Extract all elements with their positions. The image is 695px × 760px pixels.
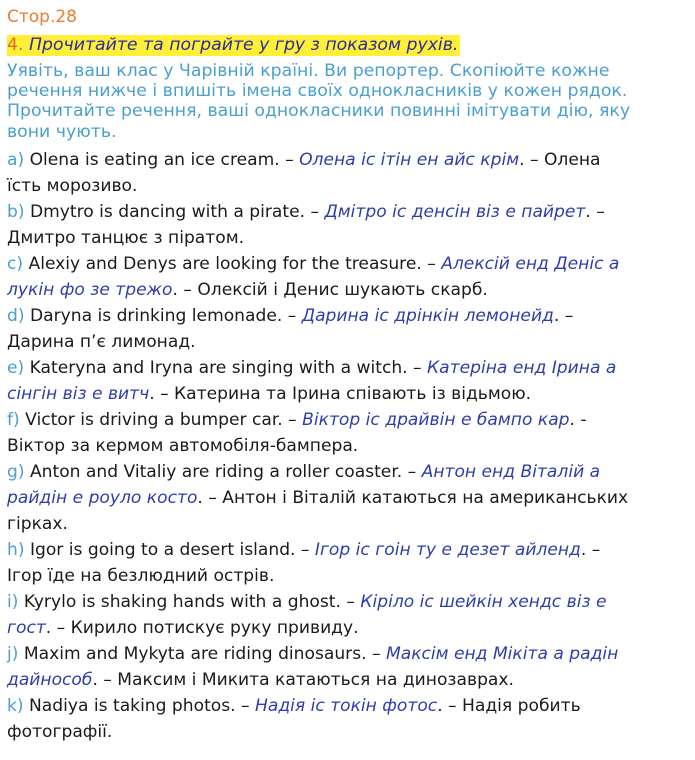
task-number: 4. bbox=[7, 35, 24, 55]
item-letter: i) bbox=[7, 591, 19, 612]
item-transcription: Кіріло іс шейкін хендс віз е гост bbox=[7, 591, 607, 638]
page-title: Стор.28 bbox=[7, 7, 78, 27]
item-english: Dmytro is dancing with a pirate. – bbox=[24, 201, 325, 222]
item-letter: j) bbox=[7, 643, 19, 664]
item-english: Maxim and Mykyta are riding dinosaurs. – bbox=[18, 643, 386, 664]
item-translation: . – Катерина та Ірина співають із відьмою. bbox=[149, 383, 532, 404]
item-english: Alexiy and Denys are looking for the treasure. – bbox=[23, 253, 442, 274]
list-item bbox=[7, 251, 691, 303]
item-english: Kateryna and Iryna are singing with a witch. – bbox=[24, 357, 428, 378]
instructions: Уявіть, ваш клас у Чарівній країні. Ви репортер. Скопіюйте кожне речення нижче і впишіть імена своїх однокласників у кожен рядок. Прочитайте речення, ваші однокласники повинні імітувати дію, яку вони чують. bbox=[7, 61, 631, 142]
item-transcription: Максім енд Мікіта а радін дайнособ bbox=[7, 643, 619, 690]
item-translation: . – Олена їсть морозиво. bbox=[7, 149, 601, 196]
task-heading bbox=[7, 33, 691, 59]
item-english: Kyrylo is shaking hands with a ghost. – bbox=[18, 591, 361, 612]
item-letter: f) bbox=[7, 409, 20, 430]
exercise-list bbox=[7, 147, 691, 745]
list-item bbox=[7, 537, 691, 589]
list-item bbox=[7, 693, 691, 745]
item-letter: k) bbox=[7, 695, 24, 716]
item-letter: e) bbox=[7, 357, 25, 378]
item-english: Igor is going to a desert island. – bbox=[24, 539, 315, 560]
item-transcription: Антон енд Віталій а райдін е роуло косто bbox=[7, 461, 601, 508]
list-item bbox=[7, 407, 691, 459]
item-transcription: Катеріна енд Ірина а сінгін віз е витч bbox=[7, 357, 617, 404]
list-item bbox=[7, 147, 691, 199]
item-letter: d) bbox=[7, 305, 25, 326]
item-letter: c) bbox=[7, 253, 24, 274]
list-item bbox=[7, 459, 691, 537]
item-english: Olena is eating an ice cream. – bbox=[24, 149, 300, 170]
item-letter: b) bbox=[7, 201, 25, 222]
item-translation: . – Надія робить фотографії. bbox=[7, 695, 581, 742]
item-transcription: Ігор іс гоін ту е дезет айленд bbox=[314, 539, 581, 560]
item-translation: . – Ігор їде на безлюдний острів. bbox=[7, 539, 601, 586]
item-translation: . – Олексій і Денис шукають скарб. bbox=[172, 279, 488, 300]
item-letter: h) bbox=[7, 539, 25, 560]
item-translation: . – Дмитро танцює з піратом. bbox=[7, 201, 605, 248]
page bbox=[7, 0, 691, 745]
item-translation: . - Віктор за кермом автомобіля-бампера. bbox=[7, 409, 587, 456]
list-item bbox=[7, 641, 691, 693]
item-transcription: Дарина іс дрінкін лемонейд bbox=[301, 305, 554, 326]
list-item bbox=[7, 355, 691, 407]
item-english: Anton and Vitaliy are riding a roller coaster. – bbox=[24, 461, 422, 482]
list-item bbox=[7, 199, 691, 251]
item-translation: . – Максим і Микита катаються на динозаврах. bbox=[92, 669, 514, 690]
item-english: Victor is driving a bumper car. – bbox=[19, 409, 303, 430]
item-letter: g) bbox=[7, 461, 25, 482]
task-highlight bbox=[7, 35, 460, 56]
list-item bbox=[7, 303, 691, 355]
item-translation: . – Дарина п’є лимонад. bbox=[7, 305, 574, 352]
item-transcription: Алексій енд Деніс а лукін фо зе трежо bbox=[7, 253, 620, 300]
item-transcription: Дмітро іс денсін віз е пайрет bbox=[324, 201, 586, 222]
item-translation: . – Кирило потискує руку привиду. bbox=[45, 617, 359, 638]
item-transcription: Надія іс токін фотос bbox=[255, 695, 438, 716]
item-letter: a) bbox=[7, 149, 25, 170]
list-item bbox=[7, 589, 691, 641]
item-transcription: Віктор іс драйвін е бампо кар bbox=[302, 409, 570, 430]
task-text: Прочитайте та пограйте у гру з показом рухів. bbox=[29, 35, 459, 55]
item-english: Daryna is drinking lemonade. – bbox=[24, 305, 302, 326]
item-english: Nadiya is taking photos. – bbox=[23, 695, 255, 716]
item-translation: . – Антон і Віталій катаються на американських гірках. bbox=[7, 487, 629, 534]
item-transcription: Олена іс ітін ен айс крім bbox=[299, 149, 520, 170]
